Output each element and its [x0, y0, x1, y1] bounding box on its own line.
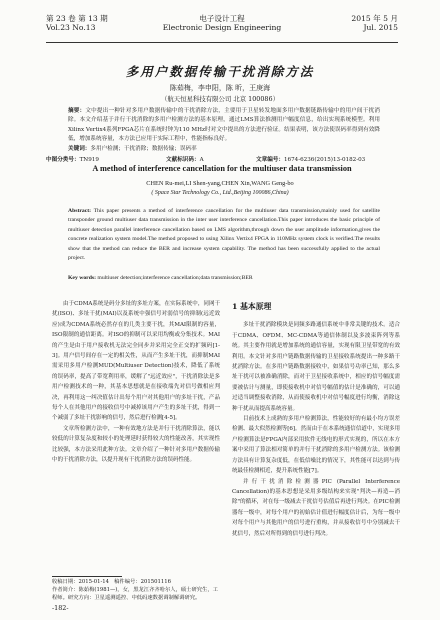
clc-value: TN919 [79, 157, 99, 163]
body-paragraph: 目前技术上成熟的多用户检测算法，性能较好的有最小均方误差检测、最大似然检测等[6]。然而由于在本系统通信信道中，实现多用户检测算法是FPGA内部采用软件无线电的形式实现的，所以在本方案中采用了算法相对简单的并行干扰消除的多用户检测方法。该检测方法具有计算复杂度低，在低信噪比的情况下，其性能可以达到与传统最佳检测相近，提升系统性能[7]。 [232, 416, 400, 475]
keywords-en-label: Key words: [68, 275, 96, 281]
document-code-label: 文献标识码： [166, 157, 200, 163]
authors-cn: 陈茹梅，李申阳，陈 昕，王庚海 [169, 84, 271, 92]
abstract-cn [68, 107, 380, 144]
issue-date-cn: 2015 年 5 月 [351, 14, 398, 23]
body-paragraph: 并行干扰消除检测器PIC (Parallel Interference Cancellation)的基本思想是采用多级结构来实现"判决—再造—消除"的循环，对在每一级减去干扰信号估值后再进行判决。在PIC检测器每一级中，对每个用户的初始估计值进行幅度估计后，为每一级中对每个用户与其他用户的信号进行重构，并从接收信号中分别减去干扰信号，然后对所得到的信号进行判决。 [232, 478, 400, 537]
abstract-cn-text: 文中提出一种针对多用户数据传输中的干扰消除方法，主要用于卫星转发地面多用户数据链路传输中的用户间干扰消除。本文介绍基于并行干扰消除的多用户检测方法的基本原理，通过LMS算法推测用户幅度信息，给出实现系统模型。利用Xilinx Vertix4系列FPGA芯片在系统时钟为110 MHz时对文中提出的方法进行验证。结果表明，该方法使误码率得到有效降低，增加系统容量，本方法已应用于实际工程中，性能指标良好。 [68, 108, 380, 142]
author-bio-label: 作者简介： [52, 587, 79, 593]
received-label: 收稿日期： [52, 579, 79, 585]
received-date: 2015-01-14 [78, 579, 110, 585]
keywords-cn [68, 145, 380, 153]
abstract-cn-label: 摘要： [68, 108, 86, 114]
page-number: -182- [52, 604, 69, 612]
abstract-en [68, 207, 380, 263]
abstract-en-label: Abstract: [68, 208, 92, 214]
journal-name-cn: 电子设计工程 [199, 14, 245, 23]
keywords-en [68, 274, 380, 282]
header-rule [46, 42, 398, 43]
article-number-label: 文章编号： [256, 157, 284, 163]
article-number-value: 1674-6236(2015)13-0182-03 [283, 157, 366, 163]
keywords-en-text: multiuser detection;interference cancellation;data transmission;BER [97, 275, 253, 281]
keywords-cn-label: 关键词： [68, 146, 91, 152]
affiliation-cn: （航天恒星科技有限公司 北京 100086） [161, 95, 279, 103]
article-number [256, 156, 365, 164]
authors-en: CHEN Ru-mei,LI Shen-yang,CHEN Xin,WANG Geng-bo [146, 180, 294, 187]
manuscript-number: 201501116 [140, 579, 171, 585]
section-heading: 1 基本原理 [232, 302, 272, 311]
footnote [52, 578, 220, 602]
paper-title-cn: 多用户数据传输干扰消除方法 [125, 64, 315, 79]
issue-date-en: Jul. 2015 [363, 23, 398, 32]
document-code-value: A [199, 157, 204, 163]
issue-date [351, 14, 398, 32]
keywords-cn-text: 多用户检测；干扰消除；数据传输；误码率 [90, 146, 197, 152]
manuscript-number-label: 稿件编号： [114, 579, 141, 585]
footnote-received [52, 578, 220, 586]
body-paragraph: 多址干扰消除模块是同频多路通信系统中非常关键的技术。适合于CDMA、OFDM、MC-CDMA等通信体制以及多波束阵列等系统。其主要作用就是增加系统的通信容量，实现有限卫星带宽的有效利用。本文针对多用户链路数据传输的卫星接收系统提出一种多路干扰消除方法。在多用户链路数据接收中，如果信号功率已知，那么多址干扰可以被准确消除，而对于卫星接收系统中，相应的信号幅度需要被估计与测量，即使接收机中对信号幅值的估计是准确的，可以通过适当调整接收消除，从而使接收机中对信号幅度进行均衡，消除这种干扰从而提高系统容量。 [232, 322, 400, 412]
body-paragraph: 文章所检测方法中，一种有效地方法是并行干扰消除算法，能以较低的计算复杂度和较小的处理延时获得较大的性能改善，其实现性比较强，本方法采用此种方法。文章介绍了一种针对多用户数据传输中的干扰消除方法，以提升现有干扰消除方法的误码性能。 [52, 425, 220, 464]
paper-title-en: A method of interference cancellation for the multiuser data transmission [92, 164, 352, 173]
author-bio: 陈茹梅(1981—)，女，黑龙江齐齐哈尔人，硕士研究生，工程师。研究方向：卫星遥测遥控、中低码速数据调制解调研究。 [52, 587, 218, 601]
volume-cn: 第 23 卷 第 13 期 [46, 14, 108, 23]
affiliation-en: ( Space Star Technology Co., Ltd.,Beijing 100086,China) [151, 190, 289, 196]
body-paragraph: 由于CDMA系统是码分多址的多址方案，在实际系统中，同网干扰(ISO)、多址干扰(MAI)以及系统中强信号对弱信号的抑制(远近效应)成为CDMA系统必然存在的几类主要干扰，其MAI限制的容量，ISO限制的通信距离。对ISO的抑制可以采用均衡或分集技术。MAI的产生是由于用户接收机无法完全同步并采用完全正交的扩频码[1-3]。用户信号间存在一定的相关性，从而产生多址干扰，而抑制MAI需采用多用户检测MUD(Multiuser Detection)技术，降低了系统的误码率，提高了带宽利用率，缓解了"远近效应"，干扰消除法是多用户检测技术的一种，其基本思想就是在接收端先对信号做相应判决，再利用这一纠决值估计出每个用户对其他用户的多址干扰，产品每个人在其他用户的接收信号中减掉该用户产生的多址干扰，得到一个减弱了多址干扰影响的信号，然后进行检测[4-5]。 [52, 301, 220, 422]
volume-en: Vol.23 No.13 [46, 23, 96, 32]
journal-name-en: Electronic Design Engineering [162, 23, 282, 32]
journal-header [46, 14, 398, 40]
footnote-rule [52, 576, 122, 577]
document-code [166, 156, 204, 164]
body-column-left [52, 299, 220, 466]
clc-label: 中图分类号： [46, 157, 80, 163]
abstract-en-text: This paper presents a method of interference cancellation for the multiuser data transmission,mainly used for satellite transponder ground multiuser data transmission in the inter user interference cancellation.This paper introduces the basic principle of multiuser detection parallel interference cancellation based on LMS algorithm,through down the user amplitude information,gives the concrete realization system model.The method proposed to using Xilinx Vertix4 FPGA in 110MHz system clock is verified.The results show that the method can reduce the BER and increase system capability. The method has been successfully applied to the actual project. [68, 208, 380, 262]
clc-number [46, 156, 99, 164]
body-column-right [232, 299, 400, 539]
journal-name [46, 14, 398, 32]
footnote-bio [52, 586, 220, 602]
